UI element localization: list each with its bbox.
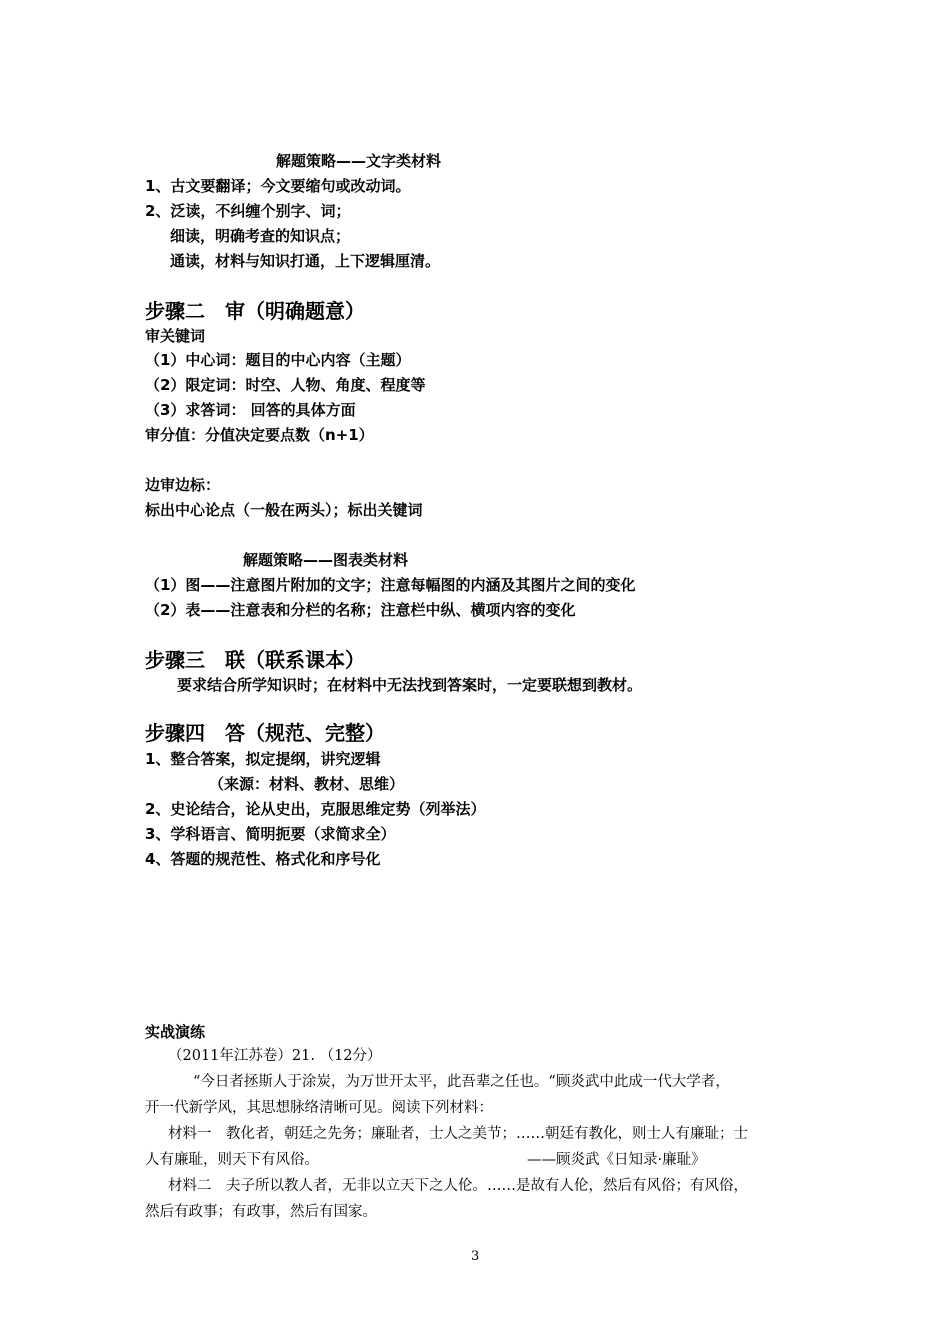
step2-mark-text: 标出中心论点（一般在两头）；标出关键词 (145, 501, 423, 519)
strategy-chart-item-1: （1）图——注意图片附加的文字；注意每幅图的内涵及其图片之间的变化 (145, 576, 636, 594)
step2-subtitle: 审关键词 (145, 327, 206, 345)
step2-mark-title: 边审边标： (145, 476, 221, 494)
strategy-chart-title: 解题策略——图表类材料 (243, 551, 409, 569)
page-number: 3 (471, 1249, 480, 1264)
step2-item-2: （2）限定词：时空、人物、角度、程度等 (145, 376, 426, 394)
step4-heading: 步骤四 答（规范、完整） (145, 721, 385, 745)
strategy-text-item-2: 2、泛读，不纠缠个别字、词； (145, 202, 351, 220)
step4-item-4: 4、答题的规范性、格式化和序号化 (145, 850, 381, 868)
material-1a: 材料一 教化者，朝廷之先务；廉耻者，士人之美节；……朝廷有教化，则士人有廉耻；士 (168, 1126, 748, 1142)
strategy-text-item-2c: 通读，材料与知识打通，上下逻辑厘清。 (170, 252, 441, 270)
practice-para-1a: “今日者拯斯人于涂炭，为万世开太平，此吾辈之任也。“顾炎武中此成一代大学者， (193, 1074, 730, 1090)
step2-item-3: （3）求答词： 回答的具体方面 (145, 401, 356, 419)
strategy-text-item-1: 1、古文要翻译；今文要缩句或改动词。 (145, 177, 411, 195)
strategy-chart-item-2: （2）表——注意表和分栏的名称；注意栏中纵、横项内容的变化 (145, 601, 576, 619)
practice-title: 实战演练 (145, 1023, 206, 1041)
strategy-text-title: 解题策略——文字类材料 (276, 152, 442, 170)
material-2b: 然后有政事；有政事，然后有国家。 (145, 1204, 377, 1220)
practice-question: （2011年江苏卷）21. （12分） (168, 1048, 382, 1064)
step2-heading: 步骤二 审（明确题意） (145, 299, 365, 323)
material-2a: 材料二 夫子所以教人者，无非以立天下之人伦。……是故有人伦，然后有风俗；有风俗， (168, 1178, 748, 1194)
step4-item-1: 1、整合答案，拟定提纲，讲究逻辑 (145, 750, 381, 768)
step4-item-2: 2、史论结合，论从史出，克服思维定势（列举法） (145, 800, 486, 818)
step4-item-3: 3、学科语言、简明扼要（求简求全） (145, 825, 396, 843)
strategy-text-item-2b: 细读，明确考查的知识点； (170, 227, 351, 245)
step2-score: 审分值：分值决定要点数（n+1） (145, 426, 374, 444)
step2-item-1: （1）中心词：题目的中心内容（主题） (145, 351, 411, 369)
practice-para-1b: 开一代新学风，其思想脉络清晰可见。阅读下列材料： (145, 1100, 493, 1116)
step4-item-1-source: （来源：材料、教材、思维） (209, 775, 405, 793)
material-1b: 人有廉耻，则天下有风俗。 (145, 1152, 319, 1168)
step3-heading: 步骤三 联（联系课本） (145, 648, 365, 672)
step3-text: 要求结合所学知识时；在材料中无法找到答案时，一定要联想到教材。 (177, 676, 643, 694)
material-1-source: ——顾炎武《日知录·廉耻》 (527, 1152, 706, 1168)
